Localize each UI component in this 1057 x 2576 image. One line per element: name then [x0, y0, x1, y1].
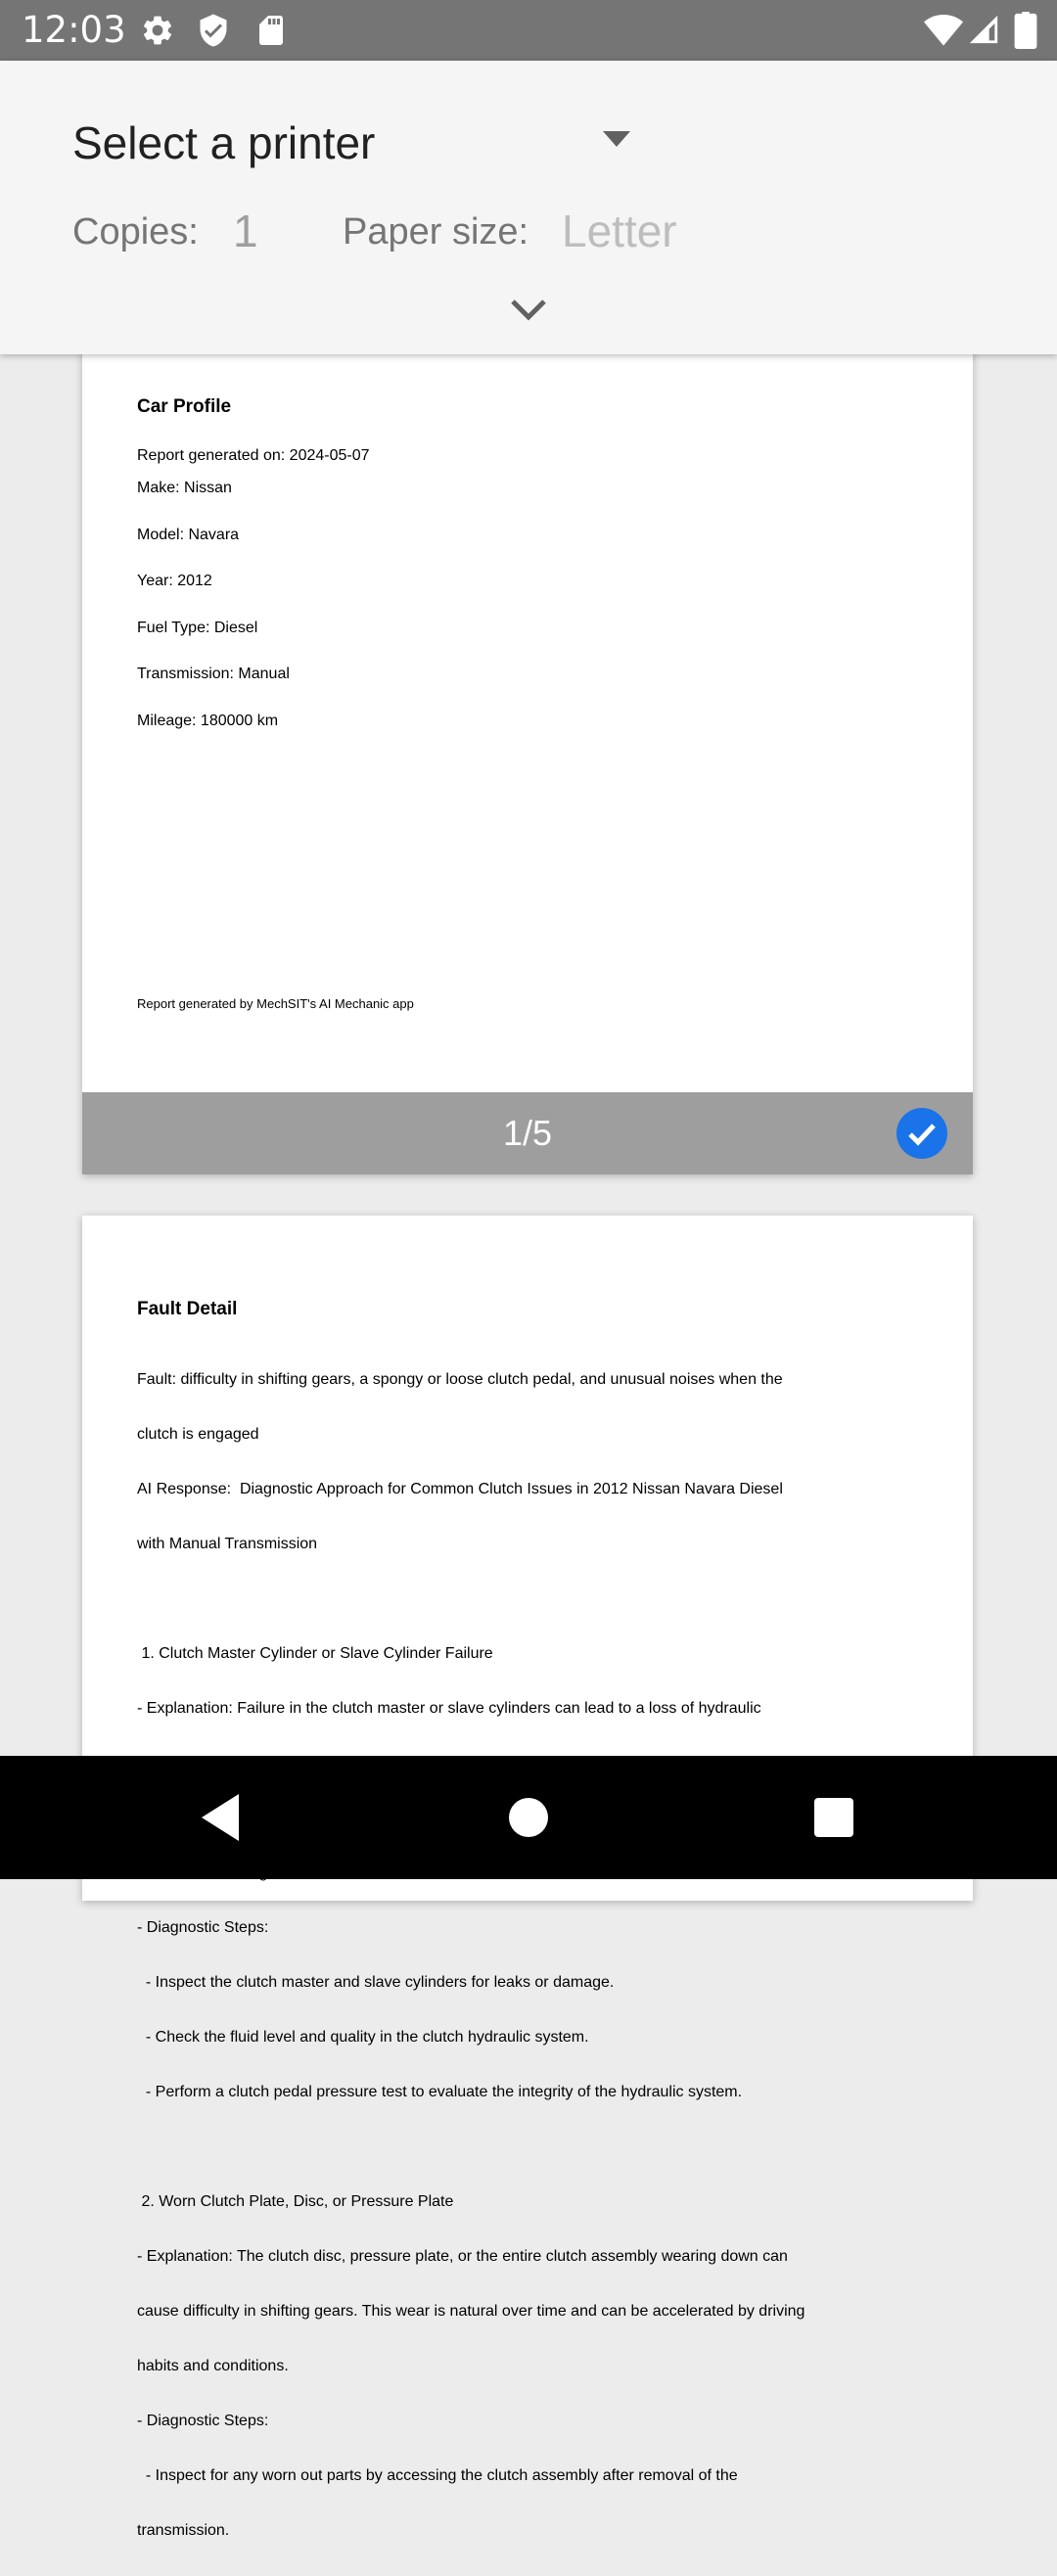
report-date: Report generated on: 2024-05-07: [137, 447, 370, 464]
fault-line: - Diagnostic Steps:: [137, 1919, 269, 1936]
page-number: 1/5: [502, 1113, 553, 1153]
field-year: Year: 2012: [137, 573, 212, 589]
fault-line: 2. Worn Clutch Plate, Disc, or Pressure Plate: [137, 2193, 454, 2210]
wifi-icon: [924, 12, 963, 47]
field-mileage: Mileage: 180000 km: [137, 713, 279, 729]
printer-dropdown[interactable]: [72, 104, 640, 174]
fault-line: with Manual Transmission: [137, 1536, 318, 1552]
page-selection-bar[interactable]: [82, 1092, 973, 1174]
field-transmission: Transmission: Manual: [137, 666, 290, 682]
back-icon[interactable]: [196, 1788, 245, 1847]
fault-detail-text: [137, 1335, 920, 2576]
checkmark-icon[interactable]: [896, 1108, 947, 1159]
fault-line: clutch is engaged: [137, 1426, 259, 1443]
page-footer-text: Report generated by MechSIT's AI Mechanic app: [137, 996, 414, 1011]
recents-icon[interactable]: [812, 1788, 855, 1847]
dropdown-arrow-icon: [603, 131, 630, 147]
fault-line: cause difficulty in shifting gears. This wear is natural over time and can be accelerated by driving: [137, 2303, 805, 2320]
status-time: 12:03: [22, 9, 126, 51]
paper-size-select[interactable]: Letter: [562, 206, 677, 256]
status-bar: [0, 0, 1057, 61]
paper-size-label: Paper size:: [343, 211, 529, 253]
sd-card-icon: [253, 13, 289, 48]
fault-line: - Check the fluid level and quality in the clutch hydraulic system.: [137, 2029, 589, 2046]
gear-icon: [140, 13, 175, 48]
page-preview-1[interactable]: [82, 294, 973, 1174]
fault-line: [137, 1589, 920, 1609]
battery-icon: [1014, 12, 1037, 49]
fault-line: habits and conditions.: [137, 2358, 289, 2374]
fault-line: transmission.: [137, 2522, 230, 2539]
print-options-panel: [0, 61, 1057, 354]
fault-line: 1. Clutch Master Cylinder or Slave Cylinder Failure: [137, 1645, 493, 1662]
page-title: Fault Detail: [137, 1299, 238, 1319]
fault-line: - Perform a clutch pedal pressure test to evaluate the integrity of the hydraulic system.: [137, 2084, 743, 2100]
home-icon[interactable]: [504, 1788, 553, 1847]
field-fuel-type: Fuel Type: Diesel: [137, 620, 258, 636]
signal-icon: [967, 12, 1000, 47]
chevron-down-icon[interactable]: [503, 290, 554, 333]
copies-label: Copies:: [72, 211, 199, 253]
fault-line: - Explanation: Failure in the clutch master or slave cylinders can lead to a loss of hydraulic: [137, 1700, 761, 1717]
navigation-bar: [0, 1756, 1057, 1879]
page-title: Car Profile: [137, 396, 232, 417]
printer-dropdown-label: Select a printer: [72, 117, 376, 168]
fault-line: - Inspect for any worn out parts by accessing the clutch assembly after removal of the: [137, 2467, 738, 2484]
field-model: Model: Navara: [137, 527, 240, 543]
fault-line: - Diagnostic Steps:: [137, 2413, 269, 2429]
fault-line: Fault: difficulty in shifting gears, a spongy or loose clutch pedal, and unusual noises when the: [137, 1371, 783, 1388]
shield-icon: [196, 13, 231, 48]
field-make: Make: Nissan: [137, 480, 232, 496]
fault-line: - Explanation: The clutch disc, pressure plate, or the entire clutch assembly wearing down can: [137, 2248, 788, 2265]
fault-line: - Inspect the clutch master and slave cylinders for leaks or damage.: [137, 1974, 615, 1991]
fault-line: [137, 2138, 920, 2157]
copies-input[interactable]: 1: [233, 206, 258, 256]
fault-line: AI Response: Diagnostic Approach for Common Clutch Issues in 2012 Nissan Navara Diesel: [137, 1481, 783, 1497]
